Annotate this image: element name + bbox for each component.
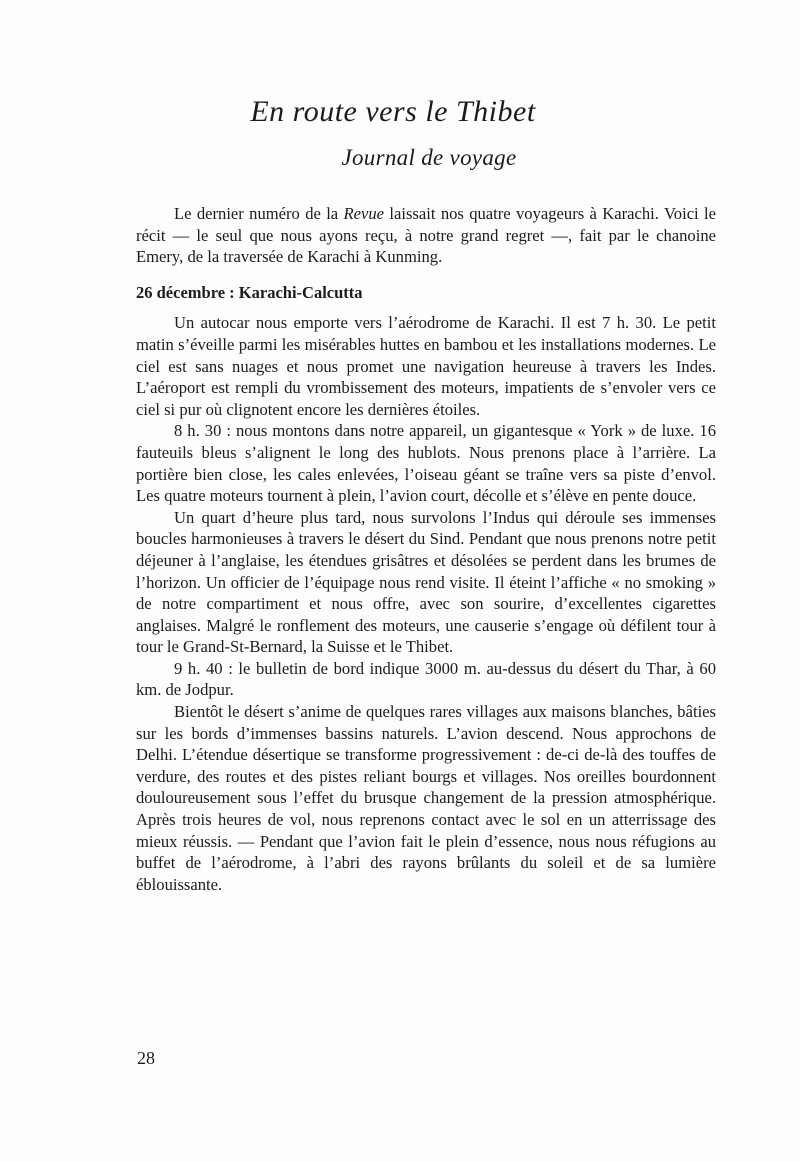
body-paragraph: 8 h. 30 : nous montons dans notre appareil, un gigantesque « York » de luxe. 16 fauteuils bleus s’alignent le long des hublots. Nous prenons place à l’arrière. La portière bien close, les cales enlevées, l’oiseau géant se traîne vers sa piste d’envol. Les quatre moteurs tournent à plein, l’avion court, décolle et s’élève en pente douce. <box>136 421 716 506</box>
article-title: En route vers le Thibet <box>250 95 536 128</box>
intro-paragraph <box>136 203 716 268</box>
journal-name: Revue <box>343 204 385 223</box>
intro-text-after: laissait nos quatre voyageurs à Karachi. Voici le récit — le seul que nous ayons reçu, à notre grand regret —, fait par le chanoine Emery, de la traversée de Karachi à Kunming. <box>136 204 716 267</box>
article-subtitle: Journal de voyage <box>341 145 517 170</box>
section-heading: 26 décembre : Karachi-Calcutta <box>136 282 363 302</box>
body-paragraph: Un quart d’heure plus tard, nous survolons l’Indus qui déroule ses immenses boucles harmonieuses à travers le désert du Sind. Pendant que nous prenons notre petit déjeuner à l’anglaise, les étendues grisâtres et désolées se perdent dans les brumes de l’horizon. Un officier de l’équipage nous rend visite. Il éteint l’affiche « no smoking » de notre compartiment et nous offre, avec son sourire, d’excellentes cigarettes anglaises. Malgré le ronflement des moteurs, une causerie s’engage où défilent tour à tour le Grand-St-Bernard, la Suisse et le Thibet. <box>136 507 716 657</box>
article-body <box>136 203 716 895</box>
body-paragraph: Bientôt le désert s’anime de quelques rares villages aux maisons blanches, bâties sur les bords d’immenses bassins naturels. L’avion descend. Nous approchons de Delhi. L’étendue désertique se transforme progressivement : de-ci de-là des touffes de verdure, des routes et des pistes reliant bourgs et villages. Nos oreilles bourdonnent douloureusement sous l’effet du brusque changement de la pression atmosphérique. Après trois heures de vol, nous reprenons contact avec le sol en un atterrissage des mieux réussis. — Pendant que l’avion fait le plein d’essence, nous nous réfugions au buffet de l’aérodrome, à l’abri des rayons brûlants du soleil et de sa lumière éblouissante. <box>136 702 716 894</box>
body-paragraph: 9 h. 40 : le bulletin de bord indique 3000 m. au-dessus du désert du Thar, à 60 km. de Jodpur. <box>136 658 716 700</box>
body-paragraph: Un autocar nous emporte vers l’aérodrome de Karachi. Il est 7 h. 30. Le petit matin s’éveille parmi les misérables huttes en bambou et les installations modernes. Le ciel est sans nuages et nous promet une navigation heureuse à travers les Indes. L’aéroport est rempli du vrombissement des moteurs, impatients de s’envoler vers ce ciel si pur où clignotent encore les dernières étoiles. <box>136 313 716 419</box>
intro-text-before: Le dernier numéro de la <box>174 204 344 223</box>
page-number: 28 <box>137 1048 155 1068</box>
